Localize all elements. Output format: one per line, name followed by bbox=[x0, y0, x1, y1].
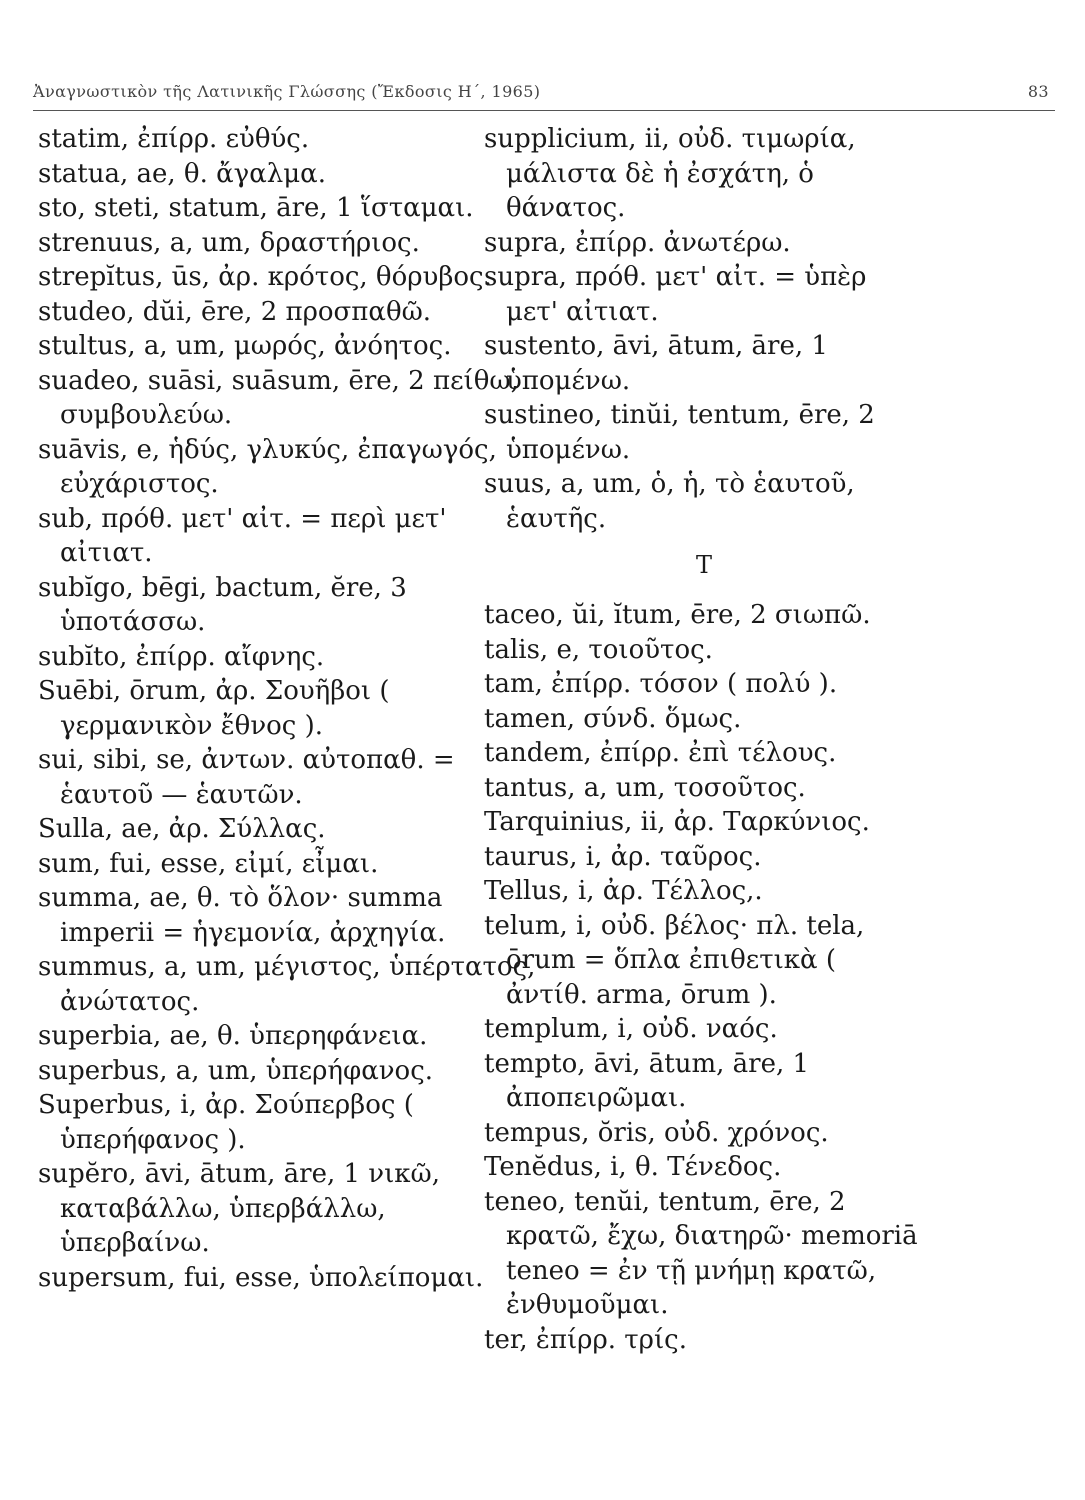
running-header bbox=[33, 76, 1055, 111]
dictionary-entry: superbus, a, um, ὑπερήφανος. bbox=[38, 1055, 434, 1086]
dictionary-entry: Sulla, ae, ἀρ. Σύλλας. bbox=[38, 814, 326, 844]
dictionary-entry: Tenĕdus, i, θ. Τένεδος. bbox=[484, 1152, 782, 1182]
dictionary-entry: Suēbi, ōrum, ἀρ. Σουῆβοι ( γερμανικὸν ἔθνος ). bbox=[38, 676, 390, 741]
dictionary-entry: tantus, a, um, τοσοῦτος. bbox=[484, 772, 806, 803]
dictionary-entry: strenuus, a, um, δραστήριος. bbox=[38, 227, 420, 258]
dictionary-entry: sto, steti, statum, āre, 1 ἵσταμαι. bbox=[38, 193, 474, 223]
dictionary-entry: summa, ae, θ. τὸ ὅλον· summa imperii = ἡγεμονία, ἀρχηγία. bbox=[38, 883, 446, 948]
dictionary-entry: sustento, āvi, ātum, āre, 1 ὑπομένω. bbox=[484, 331, 828, 396]
dictionary-entry: summus, a, um, μέγιστος, ὑπέρτατος, ἀνώτατος. bbox=[38, 952, 536, 1017]
dictionary-entry: Tellus, i, ἀρ. Τέλλος,. bbox=[484, 876, 763, 906]
dictionary-entry: tamen, σύνδ. ὅμως. bbox=[484, 703, 742, 734]
dictionary-entry: taceo, ŭi, ĭtum, ēre, 2 σιωπῶ. bbox=[484, 600, 871, 630]
dictionary-entry: suāvis, e, ἡδύς, γλυκύς, ἐπαγωγός, εὐχάριστος. bbox=[38, 434, 497, 499]
section-letter-heading: T bbox=[695, 551, 712, 579]
dictionary-entry: supersum, fui, esse, ὑπολείπομαι. bbox=[38, 1262, 484, 1293]
dictionary-entry: superbia, ae, θ. ὑπερηφάνεια. bbox=[38, 1021, 428, 1051]
dictionary-entry: tam, ἐπίρρ. τόσον ( πολύ ). bbox=[484, 669, 838, 699]
dictionary-entry: stultus, a, um, μωρός, ἀνόητος. bbox=[38, 331, 452, 361]
dictionary-entry: talis, e, τοιοῦτος. bbox=[484, 634, 713, 665]
dictionary-entry: supra, πρόθ. μετ' αἰτ. = ὑπὲρ μετ' αἰτιατ. bbox=[484, 262, 867, 327]
dictionary-entry: taurus, i, ἀρ. ταῦρος. bbox=[484, 841, 762, 872]
dictionary-entry: suus, a, um, ὁ, ἡ, τὸ ἑαυτοῦ, ἑαυτῆς. bbox=[484, 469, 855, 534]
dictionary-entry: sum, fui, esse, εἰμί, εἶμαι. bbox=[38, 848, 379, 879]
dictionary-entry: tempto, āvi, ātum, āre, 1 ἀποπειρῶμαι. bbox=[484, 1048, 810, 1113]
dictionary-entry: supplicium, ii, οὐδ. τιμωρία, μάλιστα δὲ ἡ ἐσχάτη, ὁ θάνατος. bbox=[484, 124, 856, 223]
dictionary-entry: subĭto, ἐπίρρ. αἴφνης. bbox=[38, 641, 325, 672]
dictionary-entry: suadeo, suāsi, suāsum, ēre, 2 πείθω, συμβουλεύω. bbox=[38, 365, 519, 430]
right-column bbox=[484, 122, 924, 1357]
running-title: Ἀναγνωστικὸν τῆς Λατινικῆς Γλώσσης (Ἔκδοσις Η΄, 1965) bbox=[33, 82, 541, 101]
page-number: 83 bbox=[1027, 82, 1049, 101]
dictionary-entry: Superbus, i, ἀρ. Σούπερβος ( ὑπερήφανος ). bbox=[38, 1090, 414, 1155]
dictionary-entry: subĭgo, bēgi, bactum, ĕre, 3 ὑποτάσσω. bbox=[38, 572, 407, 637]
dictionary-entry: telum, i, οὐδ. βέλος· πλ. tela, ōrum = ὅπλα ἐπιθετικὰ ( ἀντίθ. arma, ōrum ). bbox=[484, 910, 865, 1010]
dictionary-entry: supra, ἐπίρρ. ἀνωτέρω. bbox=[484, 227, 791, 258]
dictionary-entry: ter, ἐπίρρ. τρίς. bbox=[484, 1324, 687, 1355]
left-column bbox=[38, 122, 538, 1295]
dictionary-entry: templum, i, οὐδ. ναός. bbox=[484, 1014, 778, 1044]
dictionary-entry: supĕro, āvi, ātum, āre, 1 νικῶ, καταβάλλω, ὑπερβάλλω, ὑπερβαίνω. bbox=[38, 1159, 441, 1258]
dictionary-entry: sustineo, tinŭi, tentum, ēre, 2 ὑπομένω. bbox=[484, 400, 875, 465]
dictionary-entry: statim, ἐπίρρ. εὐθύς. bbox=[38, 124, 310, 154]
dictionary-entry: statua, ae, θ. ἄγαλμα. bbox=[38, 158, 326, 189]
dictionary-entry: sui, sibi, se, ἀντων. αὐτοπαθ. = ἑαυτοῦ — ἑαυτῶν. bbox=[38, 745, 455, 810]
dictionary-entry: Tarquinius, ii, ἀρ. Ταρκύνιος. bbox=[484, 807, 870, 837]
dictionary-entry: studeo, dŭi, ēre, 2 προσπαθῶ. bbox=[38, 296, 432, 327]
dictionary-entry: tandem, ἐπίρρ. ἐπὶ τέλους. bbox=[484, 738, 837, 768]
dictionary-entry: teneo, tenŭi, tentum, ēre, 2 κρατῶ, ἔχω, διατηρῶ· memoriā teneo = ἐν τῇ μνήμῃ κρατῶ, ἐνθυμοῦμαι. bbox=[484, 1186, 918, 1320]
dictionary-entry: tempus, ŏris, οὐδ. χρόνος. bbox=[484, 1117, 829, 1148]
dictionary-entry: sub, πρόθ. μετ' αἰτ. = περὶ μετ' αἰτιατ. bbox=[38, 503, 447, 568]
dictionary-entry: strepĭtus, ūs, ἀρ. κρότος, θόρυβος. bbox=[38, 262, 492, 292]
